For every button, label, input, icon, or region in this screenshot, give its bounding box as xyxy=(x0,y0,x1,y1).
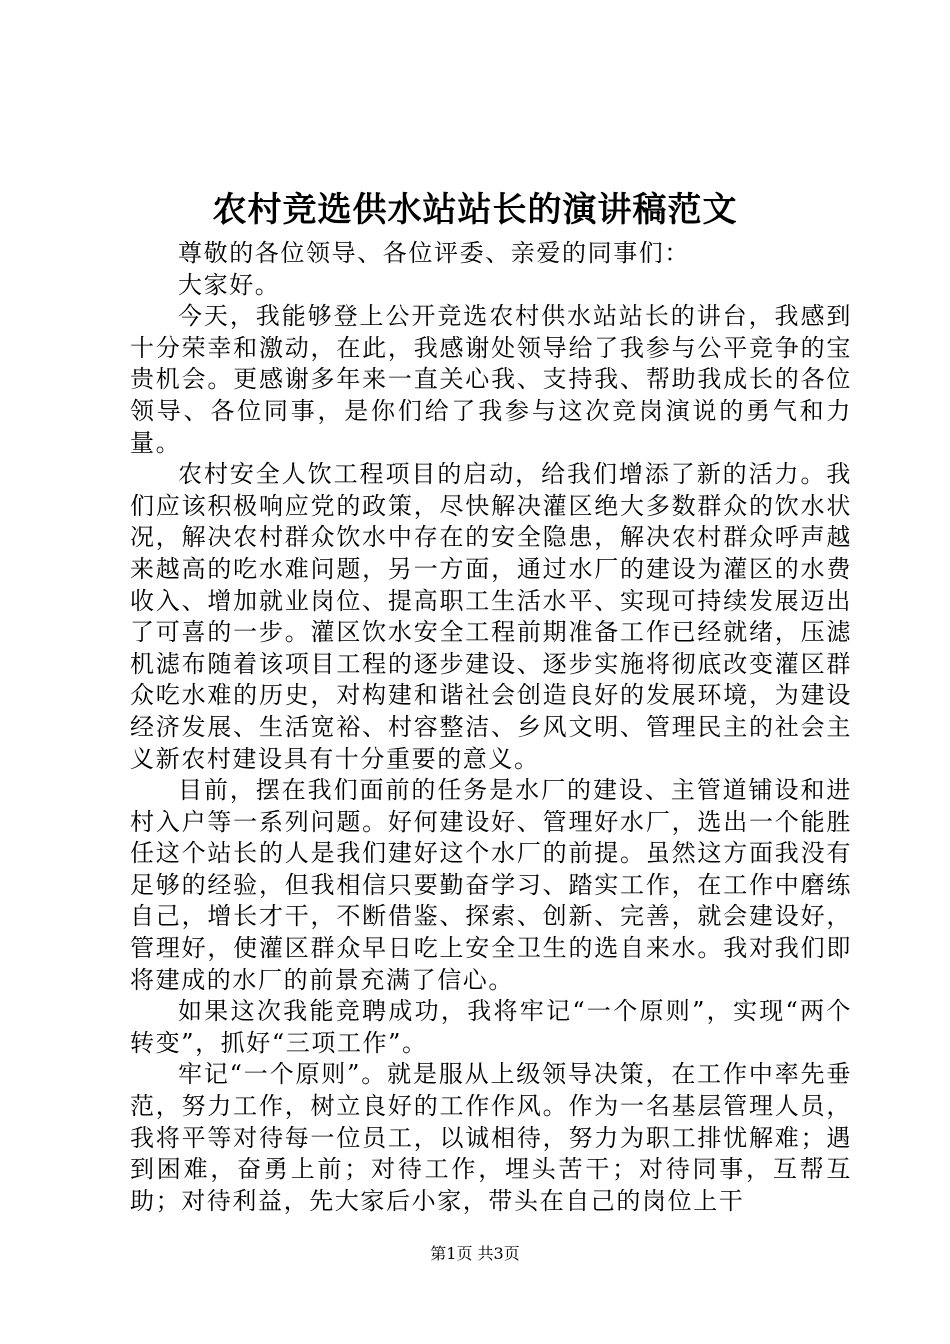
greeting-paragraph: 大家好。 xyxy=(178,270,281,299)
body-paragraph: 牢记“一个原则”。就是服从上级领导决策，在工作中率先垂范，努力工作，树立良好的工作作风。作为一名基层管理人员，我将平等对待每一位员工，以诚相待，努力为职工排忧解难；遇到困难，奋勇上前；对待工作，埋头苦干；对待同事，互帮互助；对待利益，先大家后小家，带头在自己的岗位上干 xyxy=(130,1060,852,1215)
body-paragraph: 农村安全人饮工程项目的启动，给我们增添了新的活力。我们应该积极响应党的政策，尽快解决灌区绝大多数群众的饮水状况，解决农村群众饮水中存在的安全隐患，解决农村群众呼声越来越高的吃水难问题，另一方面，通过水厂的建设为灌区的水费收入、增加就业岗位、提高职工生活水平、实现可持续发展迈出了可喜的一步。灌区饮水安全工程前期准备工作已经就绪，压滤机滤布随着该项目工程的逐步建设、逐步实施将彻底改变灌区群众吃水难的历史，对构建和谐社会创造良好的发展环境，为建设经济发展、生活宽裕、村容整洁、乡风文明、管理民主的社会主义新农村建设具有十分重要的意义。 xyxy=(130,460,852,773)
document-title: 农村竞选供水站站长的演讲稿范文 xyxy=(212,190,738,230)
body-paragraph: 如果这次我能竞聘成功，我将牢记“一个原则”，实现“两个转变”，抓好“三项工作”。 xyxy=(130,997,852,1057)
body-paragraph: 今天，我能够登上公开竞选农村供水站站长的讲台，我感到十分荣幸和激动，在此，我感谢处领导给了我参与公平竞争的宝贵机会。更感谢多年来一直关心我、支持我、帮助我成长的各位领导、各位同事，是你们给了我参与这次竞岗演说的勇气和力量。 xyxy=(130,302,852,457)
salutation-paragraph: 尊敬的各位领导、各位评委、亲爱的同事们： xyxy=(178,239,690,267)
page-number-footer: 第1页 共3页 xyxy=(430,1244,520,1263)
body-paragraph: 目前，摆在我们面前的任务是水厂的建设、主管道铺设和进村入户等一系列问题。好何建设好、管理好水厂，选出一个能胜任这个站长的人是我们建好这个水厂的前提。虽然这方面我没有足够的经验，但我相信只要勤奋学习、踏实工作，在工作中磨练自己，增长才干，不断借鉴、探索、创新、完善，就会建设好，管理好，使灌区群众早日吃上安全卫生的选自来水。我对我们即将建成的水厂的前景充满了信心。 xyxy=(130,776,852,994)
document-body xyxy=(130,238,852,1217)
